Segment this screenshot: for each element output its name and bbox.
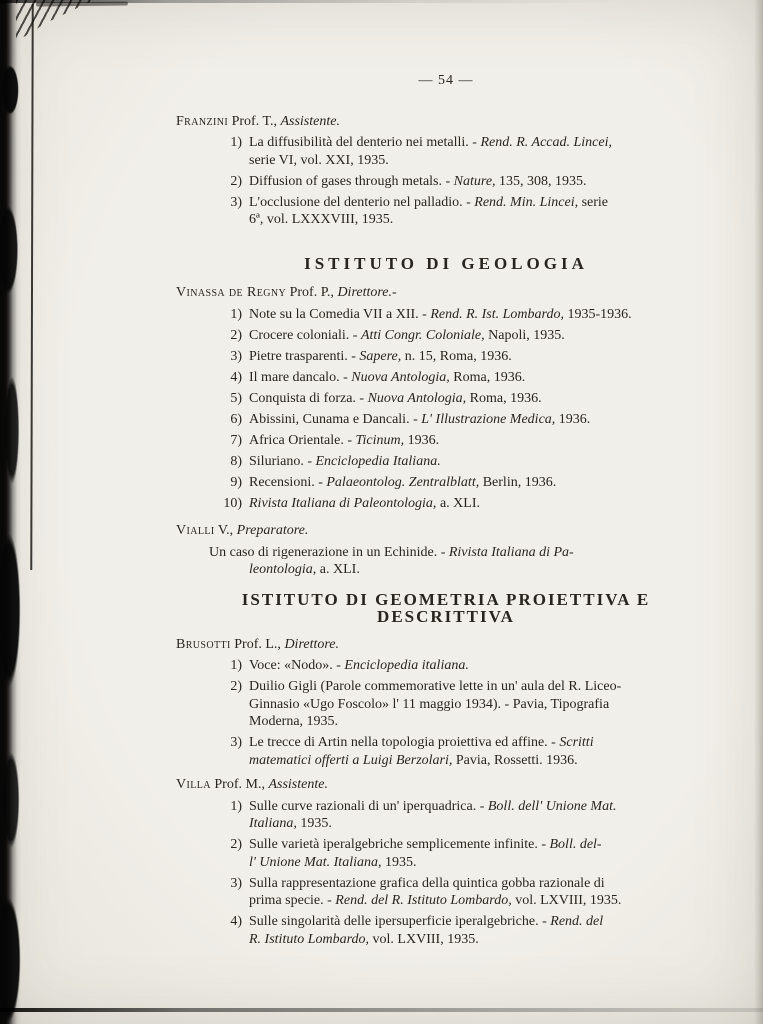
text-segment: vol. LXVIII, 1935. (511, 893, 622, 908)
text-segment: Le trecce di Artin nella topologia proiettiva ed affine. - (249, 735, 560, 750)
publication-entry (176, 173, 716, 191)
text-segment: Diffusion of gases through metals. - (249, 173, 454, 189)
text-segment: Sulle curve razionali di un' iperquadrica. - (249, 798, 488, 814)
entry-number: 8) (230, 453, 242, 469)
entry-number: 9) (230, 474, 242, 490)
page-number: — 54 — (418, 73, 474, 88)
text-segment: matematici offerti a Luigi Berzolari, (249, 752, 453, 768)
entry-text (249, 195, 608, 228)
text-segment: 6ª, vol. LXXXVIII, 1935. (249, 212, 394, 227)
entry-text (249, 135, 612, 168)
publication-entry (176, 495, 716, 513)
publication-list-brusotti (176, 657, 716, 769)
text-segment: Assistente. (280, 113, 340, 129)
text-segment: Prof. M., (210, 777, 269, 792)
text-segment: Rivista Italiana di Pa- (448, 544, 574, 560)
text-segment: Roma, 1936. (466, 390, 542, 406)
text-segment: leontologia, (249, 562, 317, 577)
text-segment: Enciclopedia Italiana. (315, 453, 441, 469)
entry-number: 2) (230, 327, 242, 343)
text-segment: Nuova Antologia, (351, 369, 450, 385)
publication-entry (176, 678, 716, 731)
publication-entry (176, 453, 716, 471)
scan-artifact-corner-hatch (16, 0, 94, 42)
text-segment: Conquista di forza. - (249, 390, 368, 406)
entry-text (249, 412, 590, 427)
publication-entry (176, 390, 716, 408)
entry-text (249, 349, 512, 364)
entry-number: 2) (230, 679, 242, 694)
text-segment: Prof. T., (228, 113, 281, 129)
text-segment: serie VI, vol. XXI, 1935. (249, 152, 389, 168)
publication-entry (176, 836, 716, 871)
text-segment: Palaeontolog. Zentralblatt, (326, 474, 480, 490)
entry-number: 6) (230, 411, 242, 427)
entry-text (249, 433, 439, 448)
text-segment: Note su la Comedia VII a XII. - (249, 306, 431, 322)
text-segment: Siluriano. - (249, 453, 316, 469)
entry-text (249, 799, 616, 832)
text-segment: Moderna, 1935. (249, 714, 339, 729)
entry-number: 4) (230, 369, 242, 385)
entry-text (249, 914, 603, 947)
text-segment: Franzini (176, 113, 229, 129)
publication-list-vinassa (176, 306, 716, 513)
author-line-villa (176, 776, 716, 794)
text-segment: Sulle singolarità delle ipersuperficie iperalgebriche. - (249, 914, 551, 929)
text-segment: Sapere, (359, 348, 402, 364)
publication-entry (176, 306, 716, 324)
author-line-franzini (176, 113, 716, 131)
text-segment: Crocere coloniali. - (249, 327, 361, 343)
entry-number: 1) (230, 658, 242, 673)
text-segment: Rend. R. Accad. Lincei, (480, 135, 612, 150)
text-segment: Sulle varietà iperalgebriche semplicemente infinite. - (249, 837, 550, 852)
text-segment: L' Illustrazione Medica, (421, 411, 556, 427)
publication-entry (176, 194, 716, 229)
publication-entry (176, 798, 716, 833)
publication-entry (176, 411, 716, 429)
publication-entry (176, 369, 716, 387)
text-segment: Prof. P., (286, 285, 338, 300)
publication-entry (176, 734, 716, 769)
text-segment: Villa (176, 777, 211, 792)
scan-artifact-bottom-edge (0, 1008, 763, 1012)
text-segment: Rend. R. Ist. Lombardo, (430, 306, 564, 322)
text-segment: Direttore. (284, 636, 340, 652)
text-segment: Nuova Antologia, (367, 390, 467, 406)
text-segment: Boll. dell' Unione Mat. (487, 798, 617, 814)
section-heading-geologia: ISTITUTO DI GEOLOGIA (304, 253, 588, 273)
entry-text (249, 475, 556, 490)
publication-entry (176, 432, 716, 450)
entry-text (249, 454, 441, 469)
scan-artifact-vertical-line (30, 4, 33, 570)
text-segment: Africa Orientale. - (249, 432, 356, 448)
text-segment: Atti Congr. Coloniale, (360, 327, 485, 343)
publication-entry (176, 657, 716, 675)
author-line-brusotti (176, 636, 716, 654)
entry-number: 7) (230, 432, 242, 448)
entry-number: 1) (230, 798, 242, 814)
text-segment: Boll. del- (549, 837, 602, 852)
text-segment: Assistente. (268, 777, 328, 792)
text-segment: 1936. (404, 432, 440, 448)
text-segment: a. XLI. (436, 495, 480, 511)
text-segment: Nature, (453, 173, 496, 189)
entry-number: 1) (230, 135, 242, 150)
entry-number: 5) (230, 390, 242, 406)
text-segment: Napoli, 1935. (484, 327, 565, 343)
author-line-vinassa (176, 284, 716, 302)
text-segment: 1935. (296, 816, 332, 831)
entry-number: 3) (230, 875, 242, 891)
text-segment: Voce: «Nodo». - (249, 658, 345, 673)
entry-text (249, 837, 602, 870)
page-content (176, 0, 716, 952)
text-segment: La diffusibilità del denterio nei metalli. - (249, 135, 481, 150)
text-segment: Sulla rappresentazione grafica della quintica gobba razionale di (249, 875, 605, 891)
text-segment: Pavia, Rossetti. 1936. (452, 752, 578, 768)
text-segment: 1936. (555, 411, 591, 427)
text-segment: Prof. L., (230, 636, 285, 652)
text-segment: Enciclopedia italiana. (344, 658, 469, 673)
text-segment: Vinassa de Regny (176, 285, 287, 300)
entry-text (249, 307, 632, 322)
publication-paragraph-vialli (176, 544, 716, 579)
text-segment: Il mare dancalo. - (249, 369, 352, 385)
text-segment: Pietre trasparenti. - (249, 348, 360, 364)
text-segment: R. Istituto Lombardo, (249, 931, 370, 947)
text-segment: Un caso di rigenerazione in un Echinide. - (209, 544, 449, 560)
text-segment: Rend. Min. Lincei, (474, 194, 579, 210)
text-segment: prima specie. - (249, 893, 336, 908)
publication-entry (176, 134, 716, 169)
text-segment: Abissini, Cunama e Dancali. - (249, 411, 422, 427)
publication-list-franzini (176, 134, 716, 229)
entry-text (249, 328, 565, 343)
entry-text (249, 876, 621, 909)
text-segment: Direttore.- (337, 285, 397, 300)
entry-number: 3) (230, 735, 242, 750)
text-segment: Preparatore. (236, 523, 309, 538)
text-segment: serie (578, 194, 609, 210)
text-segment: L'occlusione del denterio nel palladio. - (249, 194, 475, 210)
entry-number: 4) (230, 914, 242, 929)
text-segment: n. 15, Roma, 1936. (401, 348, 512, 364)
text-segment: V., (214, 523, 237, 538)
text-segment: l' Unione Mat. Italiana, (249, 854, 382, 870)
text-segment: Duilio Gigli (Parole commemorative lette in un' aula del R. Liceo- (249, 679, 622, 694)
entry-number: 2) (230, 173, 242, 189)
text-segment: a. XLI. (316, 562, 360, 577)
publication-list-villa (176, 798, 716, 949)
author-line-vialli (176, 522, 716, 540)
section-heading-geometria: ISTITUTO DI GEOMETRIA PROIETTIVA E DESCRITTIVA (241, 589, 651, 626)
entry-number: 1) (230, 306, 242, 322)
text-segment: 135, 308, 1935. (495, 173, 587, 189)
scan-artifact-left-edge (0, 0, 30, 1024)
publication-entry (176, 327, 716, 345)
text-segment: Italiana, (249, 816, 297, 831)
text-segment: Roma, 1936. (449, 369, 526, 385)
entry-text (249, 370, 525, 385)
text-segment: Vialli (176, 523, 215, 538)
entry-number: 2) (230, 837, 242, 852)
text-segment: Recensioni. - (249, 474, 327, 490)
publication-entry (176, 348, 716, 366)
text-segment: Scritti (559, 735, 594, 750)
text-segment: Ticinum, (355, 432, 405, 448)
entry-text (249, 679, 621, 729)
publication-entry (176, 474, 716, 492)
entry-number: 3) (230, 348, 242, 364)
text-segment: 1935-1936. (563, 306, 632, 322)
scan-artifact-top-smudge (36, 2, 128, 7)
publication-entry (176, 875, 716, 910)
text-segment: Ginnasio «Ugo Foscolo» l' 11 maggio 1934). - Pavia, Tipografia (249, 696, 610, 712)
entry-text (249, 735, 594, 768)
scan-artifact-right-edge (754, 0, 763, 1024)
text-segment: Berlin, 1936. (479, 474, 557, 490)
text-segment: 1935. (381, 854, 417, 870)
text-segment: Rend. del (550, 914, 604, 929)
text-segment: Rivista Italiana di Paleontologia, (249, 495, 437, 511)
entry-number: 10) (223, 495, 242, 511)
publication-entry (176, 913, 716, 948)
entry-text (249, 174, 587, 189)
text-segment: Brusotti (176, 636, 231, 652)
text-segment: vol. LXVIII, 1935. (369, 931, 479, 947)
entry-number: 3) (230, 194, 242, 210)
entry-text (249, 658, 469, 673)
entry-text (249, 391, 542, 406)
entry-text (249, 496, 480, 511)
text-segment: Rend. del R. Istituto Lombardo, (335, 893, 512, 908)
